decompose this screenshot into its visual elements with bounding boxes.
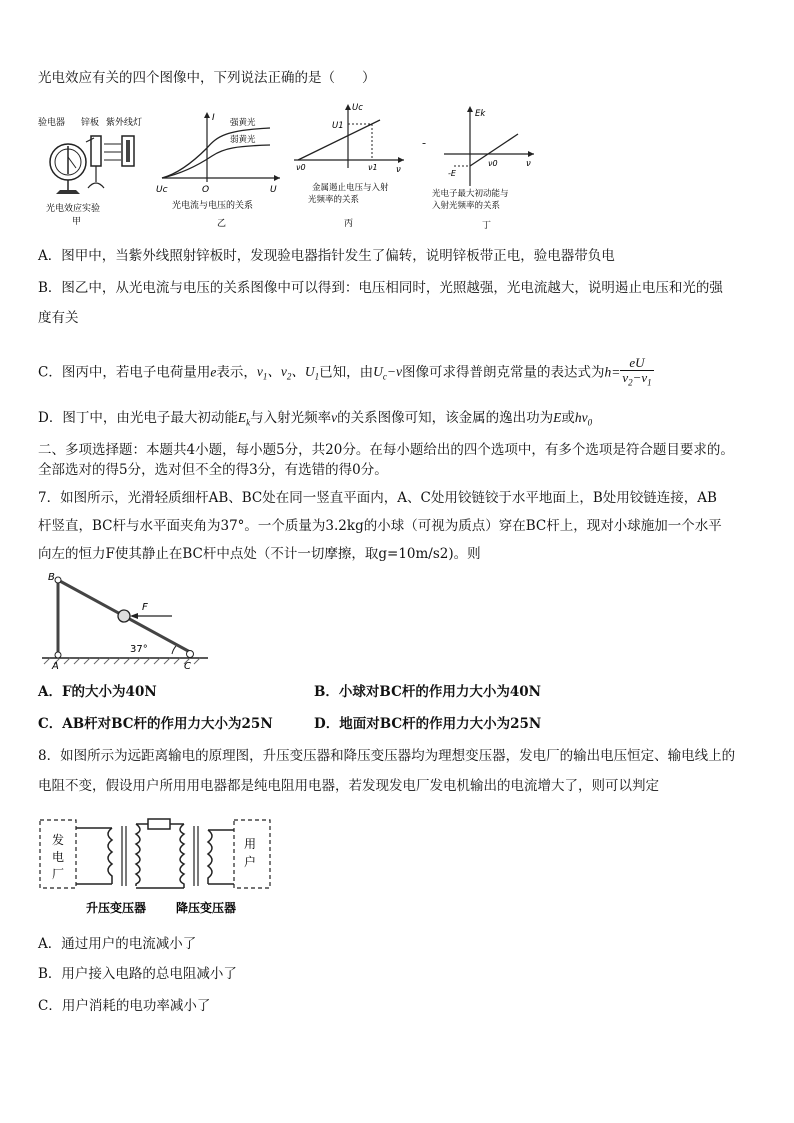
- q6-option-d-e: E: [553, 410, 562, 425]
- q8-fig-step-up: 升压变压器: [86, 901, 147, 915]
- figure-bing: [288, 100, 410, 232]
- q8-fig-plant-1: 发: [52, 833, 65, 847]
- fig-jia-label-zinc: 锌板: [81, 118, 100, 128]
- fig-ding-axis-y: Ek: [475, 109, 486, 119]
- fig-jia-caption: 光电效应实验: [46, 204, 101, 214]
- q7-option-c: C．AB杆对BC杆的作用力大小为25N: [38, 716, 273, 732]
- q6-option-d-ek: $E_k$: [237, 410, 251, 428]
- fig-bing-axis-x: ν: [396, 165, 401, 175]
- fig-yi-name: 乙: [217, 219, 227, 229]
- q7-fig-b: B: [48, 572, 55, 583]
- q6-option-c-ucv: $U_c-\nu$: [373, 364, 402, 382]
- q8-fig-user-1: 用: [244, 837, 257, 851]
- q6-option-d-or: 或: [561, 410, 575, 426]
- q7-option-a: A．F的大小为40N: [38, 684, 157, 700]
- q8-fig-user-2: 户: [244, 855, 257, 869]
- fig-yi-caption: 光电流与电压的关系: [172, 201, 254, 211]
- q6-option-c-mid2: 已知，由: [319, 364, 374, 381]
- q7-option-d: D．地面对BC杆的作用力大小为25N: [314, 716, 542, 732]
- q6-option-c-mid3: 图像可求得普朗克常量的表达式为: [401, 364, 605, 381]
- q6-option-c-mid1: 表示，: [216, 364, 257, 381]
- q6-option-d-mid: 与入射光频率: [250, 410, 332, 426]
- q6-option-c-prefix: C．图丙中，若电子电荷量用: [38, 364, 211, 381]
- q8-option-b: B．用户接入电路的总电阻减小了: [38, 966, 237, 982]
- fig-yi-strong: 强黄光: [230, 118, 256, 128]
- figure-yi: [152, 108, 284, 230]
- q7-stem-line2: 杆竖直，BC杆与水平面夹角为37°。一个质量为3.2kg的小球（可视为质点）穿在BC杆上，现对小球施加一个水平: [38, 518, 722, 534]
- fig-bing-u1: U1: [332, 121, 344, 131]
- fig-ding-name: 丁: [482, 221, 492, 231]
- fig-bing-name: 丙: [344, 219, 354, 229]
- q8-stem-line1: 8．如图所示为远距离输电的原理图，升压变压器和降压变压器均为理想变压器，发电厂的输出电压恒定、输电线上的: [38, 748, 736, 764]
- q7-fig-f: F: [142, 602, 148, 613]
- fig-yi-origin: O: [202, 185, 210, 195]
- q7-option-b: B．小球对BC杆的作用力大小为40N: [314, 684, 541, 700]
- fig-yi-uc: Uc: [156, 185, 168, 195]
- fig-bing-v1: ν1: [368, 163, 378, 172]
- q6-option-c-fraction: [620, 356, 653, 390]
- q6-option-c-e: e: [210, 364, 217, 380]
- q6-option-c-numerator: eU: [620, 356, 653, 371]
- fig-ding-v0: ν0: [488, 159, 498, 168]
- fig-ding-caption2: 入射光频率的关系: [432, 201, 501, 211]
- fig-ding-axis-x: ν: [526, 159, 531, 169]
- q6-option-c-h: h=: [604, 364, 621, 380]
- q8-stem-line2: 电阻不变，假设用户所用用电器都是纯电阻用电器，若发现发电厂发电机输出的电流增大了，则可以判定: [38, 778, 659, 794]
- q6-option-d: [38, 408, 592, 433]
- q6-option-d-hv0: $h\nu_0$: [574, 410, 593, 428]
- figure-jia: [36, 112, 156, 227]
- q6-option-b-line1: B．图乙中，从光电流与电压的关系图像中可以得到：电压相同时，光照越强，光电流越大，说明遏止电压和光的强: [38, 280, 723, 296]
- q8-fig-plant-3: 厂: [52, 867, 65, 881]
- fig-bing-caption2: 光频率的关系: [308, 195, 360, 205]
- fig-bing-axis-y: Uc: [352, 103, 363, 113]
- q6-option-c: [38, 356, 654, 390]
- q8-fig-step-down: 降压变压器: [176, 901, 237, 915]
- q6-option-d-mid2: 的关系图像可知，该金属的逸出功为: [337, 410, 554, 426]
- q6-option-c-denominator: $\nu_2-\nu_1$: [622, 370, 652, 388]
- fig-jia-name: 甲: [72, 217, 82, 227]
- q7-fig-angle: 37°: [130, 644, 148, 655]
- figure-ding: [430, 104, 542, 232]
- q7-fig-c: C: [184, 661, 191, 670]
- q8-option-a: A．通过用户的电流减小了: [38, 936, 197, 952]
- q6-stem: 光电效应有关的四个图像中，下列说法正确的是（ ）: [38, 70, 376, 86]
- fig-jia-label-electroscope: 验电器: [38, 118, 66, 128]
- fig-yi-weak: 弱黄光: [230, 135, 256, 145]
- fig-jia-label-uvlamp: 紫外线灯: [106, 118, 143, 128]
- q6-option-d-v: ν: [331, 410, 338, 425]
- section2-line1: 二、多项选择题：本题共4小题，每小题5分，共20分。在每小题给出的四个选项中，有多个选项是符合题目要求的。: [38, 442, 734, 458]
- separator-mark: -: [422, 136, 427, 150]
- q6-option-c-v1: $\nu_1$、$\nu_2$、$U_1$: [256, 364, 320, 382]
- fig-ding-caption1: 光电子最大初动能与: [432, 189, 509, 199]
- q7-fig-a: A: [52, 661, 59, 670]
- q8-figure: [38, 814, 278, 924]
- q7-stem-line1: 7．如图所示，光滑轻质细杆AB、BC处在同一竖直平面内，A、C处用铰链铰于水平地面上，B处用铰链连接，AB: [38, 490, 717, 506]
- fig-ding-minus-e: -E: [448, 169, 456, 178]
- q6-option-b-line2: 度有关: [38, 310, 79, 326]
- fig-yi-axis-u: U: [270, 185, 277, 195]
- q6-option-a: A．图甲中，当紫外线照射锌板时，发现验电器指针发生了偏转，说明锌板带正电，验电器带负电: [38, 248, 615, 264]
- fig-bing-v0: ν0: [296, 163, 306, 172]
- section2-line2: 全部选对的得5分，选对但不全的得3分，有选错的得0分。: [38, 462, 388, 478]
- q7-stem-line3: 向左的恒力F使其静止在BC杆中点处（不计一切摩擦，取g=10m/s2)。则: [38, 546, 481, 562]
- fig-bing-caption1: 金属遏止电压与入射: [312, 183, 389, 193]
- q6-option-d-prefix: D．图丁中，由光电子最大初动能: [38, 410, 238, 426]
- q8-option-c: C．用户消耗的电功率减小了: [38, 998, 211, 1014]
- fig-yi-axis-i: I: [212, 113, 215, 123]
- q8-fig-plant-2: 电: [52, 850, 65, 864]
- q7-figure: [38, 570, 210, 670]
